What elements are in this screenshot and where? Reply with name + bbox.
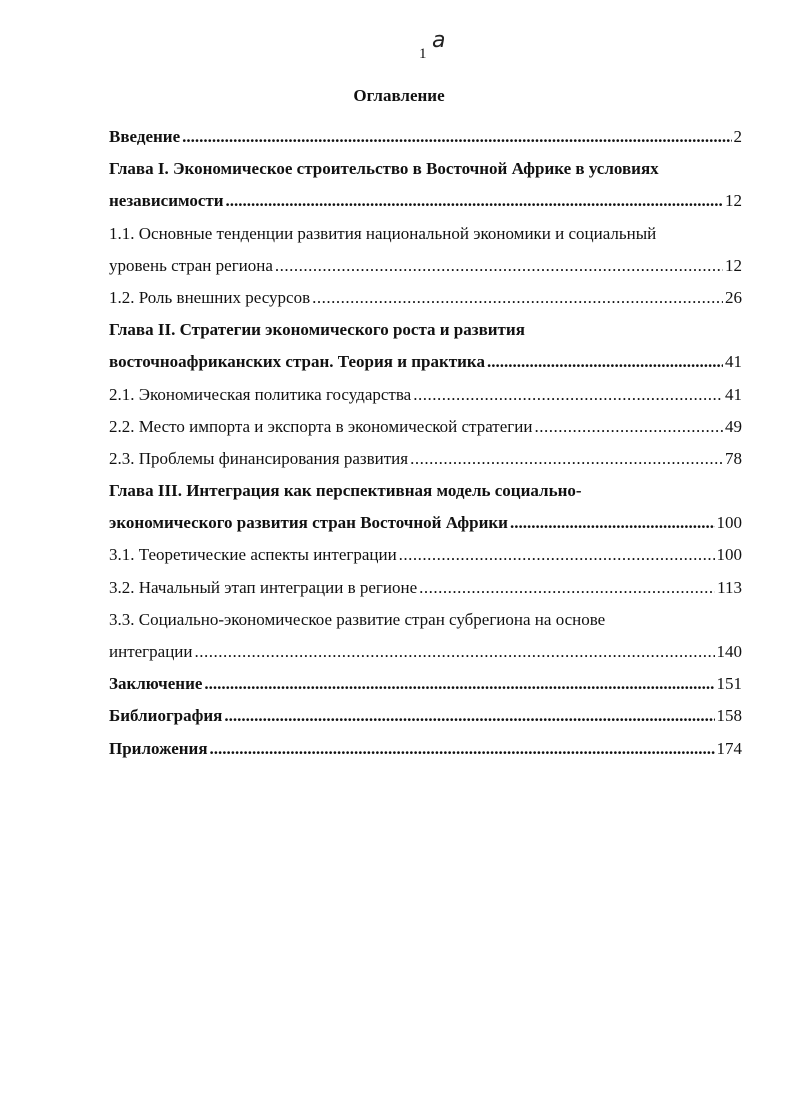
dot-leader bbox=[534, 411, 723, 443]
toc-entry-text: Глава I. Экономическое строительство в Восточной Африке в условиях bbox=[109, 159, 659, 179]
toc-entry-appendices[interactable] bbox=[109, 733, 742, 765]
toc-entry-text: 2.1. Экономическая политика государства bbox=[109, 384, 412, 404]
toc-entry-text: Введение bbox=[109, 127, 181, 146]
dot-leader bbox=[210, 733, 715, 765]
toc-entry-text: Библиография bbox=[109, 706, 223, 726]
dot-leader bbox=[226, 185, 723, 217]
toc-entry-1-1[interactable] bbox=[109, 218, 742, 250]
toc-entry-1-1-cont[interactable] bbox=[109, 250, 742, 282]
toc-entry-2-1[interactable] bbox=[109, 379, 742, 411]
toc-entry-text: Приложения bbox=[109, 738, 208, 758]
handwritten-mark: a bbox=[432, 28, 446, 53]
toc-page-number: 100 bbox=[716, 513, 742, 533]
toc-page-number: 174 bbox=[716, 738, 742, 758]
toc-entry-chapter-3[interactable] bbox=[109, 475, 742, 507]
toc-entry-1-2[interactable] bbox=[109, 282, 742, 314]
toc-entry-3-3-cont[interactable] bbox=[109, 636, 742, 668]
dot-leader bbox=[275, 250, 723, 282]
toc-entry-text: 3.3. Социально-экономическое развитие стран субрегиона на основе bbox=[109, 609, 606, 629]
toc-page-number: 140 bbox=[716, 642, 742, 661]
dot-leader bbox=[487, 346, 723, 378]
toc-page-number: 100 bbox=[716, 545, 742, 565]
toc-entry-3-3[interactable] bbox=[109, 604, 742, 636]
toc-entry-text: Заключение bbox=[109, 674, 203, 694]
toc-entry-bibliography[interactable] bbox=[109, 700, 742, 732]
toc-page-number: 41 bbox=[725, 352, 742, 372]
dot-leader bbox=[204, 668, 714, 700]
toc-entry-text: 1.2. Роль внешних ресурсов bbox=[109, 287, 311, 307]
toc-entry-2-3[interactable] bbox=[109, 443, 742, 475]
toc-entry-3-2[interactable] bbox=[109, 572, 742, 604]
toc-page-number: 12 bbox=[725, 255, 742, 275]
dot-leader bbox=[419, 572, 715, 604]
toc-page-number: 78 bbox=[725, 448, 742, 468]
toc-page-number: 12 bbox=[725, 191, 742, 211]
toc-entry-text: 2.2. Место импорта и экспорта в экономической стратегии bbox=[109, 416, 533, 436]
toc-page-number: 158 bbox=[716, 706, 742, 726]
toc-page-number: 2 bbox=[733, 127, 742, 146]
toc-entry-2-2[interactable] bbox=[109, 411, 742, 443]
toc-entry-chapter-2-cont[interactable] bbox=[109, 346, 742, 378]
page-number: 1 bbox=[419, 46, 427, 62]
toc-page-number: 26 bbox=[725, 287, 742, 307]
toc-entry-text: восточноафриканских стран. Теория и практика bbox=[109, 352, 485, 372]
toc-entry-conclusion[interactable] bbox=[109, 668, 742, 700]
dot-leader bbox=[413, 379, 723, 411]
page-title: Оглавление bbox=[353, 86, 445, 105]
table-of-contents bbox=[109, 121, 742, 765]
toc-page-number: 113 bbox=[717, 577, 742, 597]
toc-page-number: 49 bbox=[725, 416, 742, 436]
toc-entry-text: интеграции bbox=[109, 642, 193, 661]
toc-entry-3-1[interactable] bbox=[109, 539, 742, 571]
toc-entry-text: независимости bbox=[109, 191, 224, 211]
dot-leader bbox=[410, 443, 723, 475]
toc-page-number: 41 bbox=[725, 384, 742, 404]
dot-leader bbox=[510, 507, 715, 539]
toc-entry-chapter-3-cont[interactable] bbox=[109, 507, 742, 539]
toc-entry-text: 3.1. Теоретические аспекты интеграции bbox=[109, 545, 397, 565]
dot-leader bbox=[399, 539, 715, 571]
toc-entry-text: экономического развития стран Восточной Африки bbox=[109, 513, 508, 533]
dot-leader bbox=[312, 282, 723, 314]
toc-entry-text: Глава III. Интеграция как перспективная модель социально- bbox=[109, 481, 582, 501]
dot-leader bbox=[224, 700, 714, 732]
toc-entry-text: 2.3. Проблемы финансирования развития bbox=[109, 448, 409, 468]
toc-entry-text: 1.1. Основные тенденции развития национальной экономики и социальный bbox=[109, 223, 657, 243]
toc-entry-chapter-1[interactable] bbox=[109, 153, 742, 185]
toc-entry-text: уровень стран региона bbox=[109, 255, 273, 275]
toc-entry-chapter-2[interactable] bbox=[109, 314, 742, 346]
dot-leader bbox=[194, 636, 714, 668]
toc-page-number: 151 bbox=[716, 674, 742, 694]
toc-entry-introduction[interactable] bbox=[109, 121, 742, 153]
toc-entry-chapter-1-cont[interactable] bbox=[109, 185, 742, 217]
toc-entry-text: 3.2. Начальный этап интеграции в регионе bbox=[109, 577, 418, 597]
dot-leader bbox=[182, 121, 731, 153]
toc-entry-text: Глава II. Стратегии экономического роста и развития bbox=[109, 320, 525, 340]
